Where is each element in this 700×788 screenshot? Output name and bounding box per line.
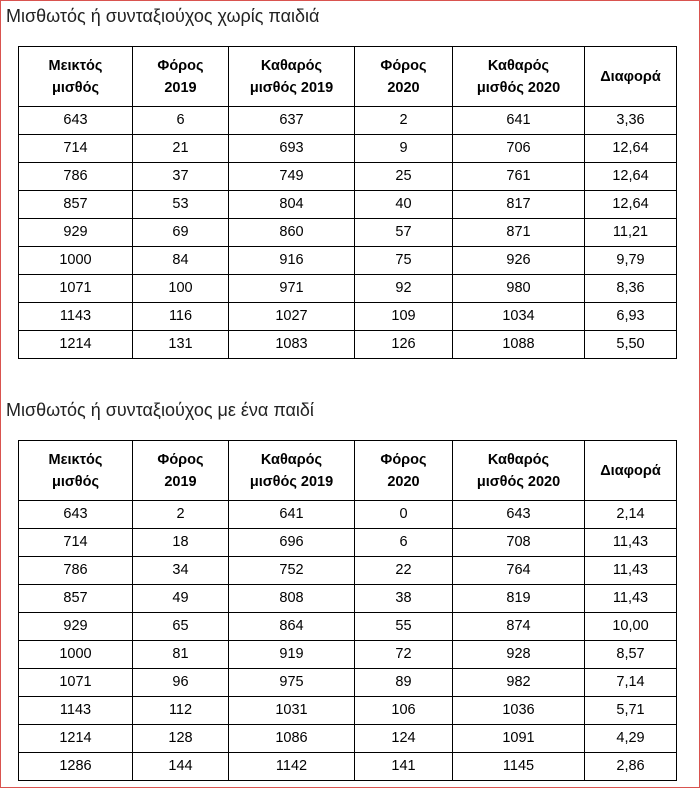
cell-tax-2019: 34 <box>133 557 229 585</box>
cell-net-salary-2019: 1083 <box>229 331 355 359</box>
cell-tax-2020: 89 <box>355 669 453 697</box>
column-header-net-salary-2019: Καθαρός μισθός 2019 <box>229 47 355 107</box>
cell-difference: 8,36 <box>585 275 677 303</box>
cell-difference: 2,14 <box>585 501 677 529</box>
salary-table-one-child <box>18 440 677 781</box>
cell-net-salary-2020: 1034 <box>453 303 585 331</box>
column-header-net-salary-2020: Καθαρός μισθός 2020 <box>453 47 585 107</box>
cell-difference: 4,29 <box>585 725 677 753</box>
cell-net-salary-2020: 980 <box>453 275 585 303</box>
table-row <box>19 501 677 529</box>
cell-difference: 9,79 <box>585 247 677 275</box>
cell-net-salary-2019: 860 <box>229 219 355 247</box>
cell-tax-2019: 49 <box>133 585 229 613</box>
cell-tax-2020: 0 <box>355 501 453 529</box>
table-row <box>19 669 677 697</box>
cell-net-salary-2019: 696 <box>229 529 355 557</box>
cell-net-salary-2020: 641 <box>453 107 585 135</box>
column-header-difference: Διαφορά <box>585 47 677 107</box>
cell-tax-2020: 6 <box>355 529 453 557</box>
cell-net-salary-2019: 916 <box>229 247 355 275</box>
cell-gross-salary: 786 <box>19 557 133 585</box>
cell-gross-salary: 929 <box>19 613 133 641</box>
cell-net-salary-2019: 637 <box>229 107 355 135</box>
cell-net-salary-2019: 971 <box>229 275 355 303</box>
column-header-tax-2020: Φόρος 2020 <box>355 47 453 107</box>
cell-difference: 6,93 <box>585 303 677 331</box>
section-caption-no-children: Μισθωτός ή συνταξιούχος χωρίς παιδιά <box>6 6 320 26</box>
cell-difference: 5,50 <box>585 331 677 359</box>
cell-difference: 8,57 <box>585 641 677 669</box>
cell-tax-2020: 141 <box>355 753 453 781</box>
cell-net-salary-2019: 975 <box>229 669 355 697</box>
cell-tax-2020: 75 <box>355 247 453 275</box>
table-row <box>19 725 677 753</box>
cell-tax-2020: 22 <box>355 557 453 585</box>
cell-net-salary-2020: 1091 <box>453 725 585 753</box>
cell-tax-2020: 2 <box>355 107 453 135</box>
salary-table-no-children <box>18 46 677 359</box>
cell-net-salary-2020: 926 <box>453 247 585 275</box>
table-row <box>19 641 677 669</box>
cell-difference: 12,64 <box>585 135 677 163</box>
cell-tax-2019: 37 <box>133 163 229 191</box>
column-header-gross-salary: Μεικτός μισθός <box>19 47 133 107</box>
cell-gross-salary: 1214 <box>19 725 133 753</box>
cell-gross-salary: 1214 <box>19 331 133 359</box>
cell-gross-salary: 1286 <box>19 753 133 781</box>
table-row <box>19 275 677 303</box>
cell-net-salary-2020: 871 <box>453 219 585 247</box>
cell-tax-2020: 38 <box>355 585 453 613</box>
cell-net-salary-2019: 804 <box>229 191 355 219</box>
cell-net-salary-2019: 693 <box>229 135 355 163</box>
cell-gross-salary: 1071 <box>19 669 133 697</box>
column-header-tax-2020: Φόρος 2020 <box>355 441 453 501</box>
cell-net-salary-2020: 819 <box>453 585 585 613</box>
cell-tax-2020: 126 <box>355 331 453 359</box>
cell-net-salary-2019: 808 <box>229 585 355 613</box>
table-row <box>19 557 677 585</box>
column-header-tax-2019: Φόρος 2019 <box>133 441 229 501</box>
cell-tax-2020: 92 <box>355 275 453 303</box>
table-row <box>19 219 677 247</box>
cell-tax-2020: 9 <box>355 135 453 163</box>
cell-difference: 11,43 <box>585 529 677 557</box>
cell-tax-2019: 6 <box>133 107 229 135</box>
cell-tax-2020: 55 <box>355 613 453 641</box>
column-header-net-salary-2020: Καθαρός μισθός 2020 <box>453 441 585 501</box>
cell-difference: 10,00 <box>585 613 677 641</box>
cell-difference: 3,36 <box>585 107 677 135</box>
cell-tax-2019: 21 <box>133 135 229 163</box>
cell-tax-2019: 100 <box>133 275 229 303</box>
cell-difference: 7,14 <box>585 669 677 697</box>
cell-tax-2019: 53 <box>133 191 229 219</box>
cell-net-salary-2020: 764 <box>453 557 585 585</box>
cell-tax-2020: 106 <box>355 697 453 725</box>
cell-gross-salary: 1143 <box>19 303 133 331</box>
cell-tax-2020: 40 <box>355 191 453 219</box>
column-header-difference: Διαφορά <box>585 441 677 501</box>
column-header-gross-salary: Μεικτός μισθός <box>19 441 133 501</box>
cell-tax-2020: 124 <box>355 725 453 753</box>
cell-net-salary-2020: 706 <box>453 135 585 163</box>
cell-net-salary-2020: 1088 <box>453 331 585 359</box>
cell-gross-salary: 1143 <box>19 697 133 725</box>
cell-net-salary-2019: 1086 <box>229 725 355 753</box>
cell-net-salary-2020: 1036 <box>453 697 585 725</box>
cell-difference: 11,43 <box>585 585 677 613</box>
cell-tax-2020: 57 <box>355 219 453 247</box>
cell-gross-salary: 643 <box>19 501 133 529</box>
cell-net-salary-2019: 1027 <box>229 303 355 331</box>
cell-tax-2020: 72 <box>355 641 453 669</box>
cell-net-salary-2020: 643 <box>453 501 585 529</box>
table-row <box>19 163 677 191</box>
cell-net-salary-2019: 1142 <box>229 753 355 781</box>
cell-tax-2019: 81 <box>133 641 229 669</box>
cell-net-salary-2019: 864 <box>229 613 355 641</box>
cell-net-salary-2020: 874 <box>453 613 585 641</box>
cell-tax-2020: 109 <box>355 303 453 331</box>
cell-tax-2019: 84 <box>133 247 229 275</box>
table-row <box>19 135 677 163</box>
cell-net-salary-2019: 749 <box>229 163 355 191</box>
cell-net-salary-2020: 928 <box>453 641 585 669</box>
cell-tax-2019: 65 <box>133 613 229 641</box>
column-header-net-salary-2019: Καθαρός μισθός 2019 <box>229 441 355 501</box>
cell-difference: 11,43 <box>585 557 677 585</box>
table-header-row <box>19 47 677 107</box>
table-row <box>19 107 677 135</box>
cell-tax-2019: 18 <box>133 529 229 557</box>
table-row <box>19 697 677 725</box>
cell-net-salary-2020: 1145 <box>453 753 585 781</box>
cell-gross-salary: 714 <box>19 529 133 557</box>
cell-tax-2019: 69 <box>133 219 229 247</box>
cell-gross-salary: 857 <box>19 191 133 219</box>
column-header-tax-2019: Φόρος 2019 <box>133 47 229 107</box>
cell-tax-2019: 96 <box>133 669 229 697</box>
table-row <box>19 303 677 331</box>
cell-net-salary-2019: 752 <box>229 557 355 585</box>
cell-tax-2019: 131 <box>133 331 229 359</box>
table-row <box>19 247 677 275</box>
table-row <box>19 529 677 557</box>
cell-gross-salary: 786 <box>19 163 133 191</box>
cell-gross-salary: 643 <box>19 107 133 135</box>
cell-difference: 12,64 <box>585 191 677 219</box>
table-row <box>19 753 677 781</box>
cell-net-salary-2020: 817 <box>453 191 585 219</box>
cell-tax-2019: 128 <box>133 725 229 753</box>
cell-net-salary-2020: 982 <box>453 669 585 697</box>
cell-difference: 11,21 <box>585 219 677 247</box>
table-row <box>19 191 677 219</box>
cell-difference: 12,64 <box>585 163 677 191</box>
cell-gross-salary: 1000 <box>19 641 133 669</box>
cell-gross-salary: 1071 <box>19 275 133 303</box>
cell-tax-2019: 2 <box>133 501 229 529</box>
cell-difference: 2,86 <box>585 753 677 781</box>
cell-net-salary-2019: 1031 <box>229 697 355 725</box>
cell-gross-salary: 857 <box>19 585 133 613</box>
cell-tax-2019: 112 <box>133 697 229 725</box>
cell-gross-salary: 714 <box>19 135 133 163</box>
cell-tax-2019: 116 <box>133 303 229 331</box>
table-row <box>19 585 677 613</box>
cell-tax-2019: 144 <box>133 753 229 781</box>
cell-tax-2020: 25 <box>355 163 453 191</box>
cell-gross-salary: 929 <box>19 219 133 247</box>
table-row <box>19 613 677 641</box>
cell-net-salary-2019: 641 <box>229 501 355 529</box>
table-row <box>19 331 677 359</box>
cell-net-salary-2020: 708 <box>453 529 585 557</box>
cell-net-salary-2020: 761 <box>453 163 585 191</box>
cell-gross-salary: 1000 <box>19 247 133 275</box>
cell-net-salary-2019: 919 <box>229 641 355 669</box>
cell-difference: 5,71 <box>585 697 677 725</box>
table-header-row <box>19 441 677 501</box>
section-caption-one-child: Μισθωτός ή συνταξιούχος με ένα παιδί <box>6 400 314 420</box>
